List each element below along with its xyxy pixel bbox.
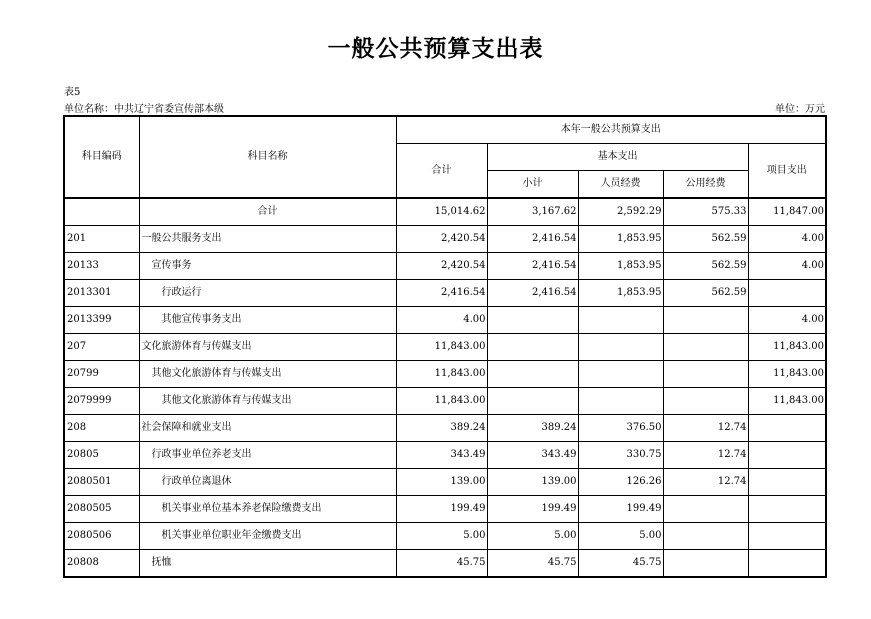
row-personnel: 376.50 — [578, 415, 663, 442]
header-name: 科目名称 — [139, 116, 396, 198]
page-title: 一般公共预算支出表 — [327, 36, 544, 62]
header-code: 科目编码 — [64, 116, 139, 198]
table-row — [64, 442, 826, 469]
header-current-year: 本年一般公共预算支出 — [396, 116, 826, 144]
row-name: 行政事业单位养老支出 — [139, 442, 396, 469]
row-name: 抚恤 — [139, 550, 396, 578]
row-public — [663, 550, 748, 578]
row-public: 562.59 — [663, 226, 748, 253]
row-name: 宣传事务 — [139, 253, 396, 280]
row-total: 199.49 — [396, 496, 487, 523]
row-code: 2013301 — [64, 280, 139, 307]
row-name: 文化旅游体育与传媒支出 — [139, 334, 396, 361]
row-subtotal: 2,416.54 — [487, 226, 578, 253]
header-personnel: 人员经费 — [578, 171, 663, 199]
row-project — [748, 496, 826, 523]
row-public — [663, 496, 748, 523]
row-personnel: 1,853.95 — [578, 226, 663, 253]
header-public: 公用经费 — [663, 171, 748, 199]
row-project — [748, 550, 826, 578]
row-code: 208 — [64, 415, 139, 442]
row-code: 2079999 — [64, 388, 139, 415]
row-name: 其他文化旅游体育与传媒支出 — [139, 361, 396, 388]
table-row — [64, 361, 826, 388]
row-personnel: 1,853.95 — [578, 253, 663, 280]
row-code: 207 — [64, 334, 139, 361]
row-name: 行政单位离退休 — [139, 469, 396, 496]
row-subtotal — [487, 334, 578, 361]
row-personnel: 330.75 — [578, 442, 663, 469]
total-public: 575.33 — [663, 198, 748, 226]
row-subtotal: 139.00 — [487, 469, 578, 496]
table-row — [64, 253, 826, 280]
row-total: 2,420.54 — [396, 253, 487, 280]
row-project — [748, 415, 826, 442]
row-public: 12.74 — [663, 442, 748, 469]
row-public — [663, 334, 748, 361]
row-subtotal: 45.75 — [487, 550, 578, 578]
total-code-cell — [64, 198, 139, 226]
row-project: 11,843.00 — [748, 388, 826, 415]
row-code: 201 — [64, 226, 139, 253]
table-row — [64, 307, 826, 334]
row-subtotal — [487, 361, 578, 388]
header-basic: 基本支出 — [487, 144, 748, 171]
row-code: 20799 — [64, 361, 139, 388]
row-total: 11,843.00 — [396, 388, 487, 415]
row-code: 2080501 — [64, 469, 139, 496]
row-subtotal: 5.00 — [487, 523, 578, 550]
row-code: 2013399 — [64, 307, 139, 334]
table-row — [64, 469, 826, 496]
row-public: 12.74 — [663, 415, 748, 442]
row-personnel — [578, 334, 663, 361]
row-subtotal: 199.49 — [487, 496, 578, 523]
row-project: 4.00 — [748, 226, 826, 253]
total-subtotal: 3,167.62 — [487, 198, 578, 226]
row-personnel — [578, 307, 663, 334]
table-row — [64, 496, 826, 523]
total-label: 合计 — [139, 198, 396, 226]
row-project: 4.00 — [748, 253, 826, 280]
row-total: 11,843.00 — [396, 334, 487, 361]
row-public: 562.59 — [663, 253, 748, 280]
row-public — [663, 388, 748, 415]
row-name: 机关事业单位基本养老保险缴费支出 — [139, 496, 396, 523]
header-total: 合计 — [396, 144, 487, 199]
total-row — [64, 198, 826, 226]
unit-label: 单位：万元 — [775, 104, 825, 115]
row-project: 4.00 — [748, 307, 826, 334]
row-code: 2080505 — [64, 496, 139, 523]
table-row — [64, 388, 826, 415]
row-subtotal — [487, 307, 578, 334]
row-name: 社会保障和就业支出 — [139, 415, 396, 442]
row-subtotal — [487, 388, 578, 415]
row-subtotal: 389.24 — [487, 415, 578, 442]
total-total: 15,014.62 — [396, 198, 487, 226]
row-public — [663, 361, 748, 388]
row-subtotal: 343.49 — [487, 442, 578, 469]
row-personnel — [578, 361, 663, 388]
row-project: 11,843.00 — [748, 361, 826, 388]
table-row — [64, 523, 826, 550]
row-total: 343.49 — [396, 442, 487, 469]
header-subtotal: 小计 — [487, 171, 578, 199]
total-personnel: 2,592.29 — [578, 198, 663, 226]
unit-name: 单位名称：中共辽宁省委宣传部本级 — [64, 104, 224, 115]
row-subtotal: 2,416.54 — [487, 280, 578, 307]
row-personnel: 199.49 — [578, 496, 663, 523]
row-code: 20808 — [64, 550, 139, 578]
row-personnel: 5.00 — [578, 523, 663, 550]
table-row — [64, 334, 826, 361]
row-project: 11,843.00 — [748, 334, 826, 361]
total-project: 11,847.00 — [748, 198, 826, 226]
row-project — [748, 469, 826, 496]
row-personnel: 45.75 — [578, 550, 663, 578]
row-name: 一般公共服务支出 — [139, 226, 396, 253]
row-name: 行政运行 — [139, 280, 396, 307]
table-number: 表5 — [64, 87, 81, 98]
row-code: 2080506 — [64, 523, 139, 550]
row-project — [748, 280, 826, 307]
row-personnel: 1,853.95 — [578, 280, 663, 307]
row-total: 4.00 — [396, 307, 487, 334]
row-name: 机关事业单位职业年金缴费支出 — [139, 523, 396, 550]
row-name: 其他宣传事务支出 — [139, 307, 396, 334]
table-row — [64, 550, 826, 578]
row-public: 562.59 — [663, 280, 748, 307]
row-public: 12.74 — [663, 469, 748, 496]
row-total: 389.24 — [396, 415, 487, 442]
row-personnel — [578, 388, 663, 415]
budget-expenditure-table — [63, 115, 827, 578]
header-project: 项目支出 — [748, 144, 826, 199]
row-total: 45.75 — [396, 550, 487, 578]
row-total: 11,843.00 — [396, 361, 487, 388]
row-name: 其他文化旅游体育与传媒支出 — [139, 388, 396, 415]
row-project — [748, 523, 826, 550]
row-public — [663, 307, 748, 334]
row-subtotal: 2,416.54 — [487, 253, 578, 280]
table-row — [64, 226, 826, 253]
row-total: 2,420.54 — [396, 226, 487, 253]
row-total: 2,416.54 — [396, 280, 487, 307]
row-personnel: 126.26 — [578, 469, 663, 496]
row-total: 5.00 — [396, 523, 487, 550]
table-row — [64, 415, 826, 442]
table-row — [64, 280, 826, 307]
row-project — [748, 442, 826, 469]
row-code: 20133 — [64, 253, 139, 280]
row-code: 20805 — [64, 442, 139, 469]
row-total: 139.00 — [396, 469, 487, 496]
row-public — [663, 523, 748, 550]
